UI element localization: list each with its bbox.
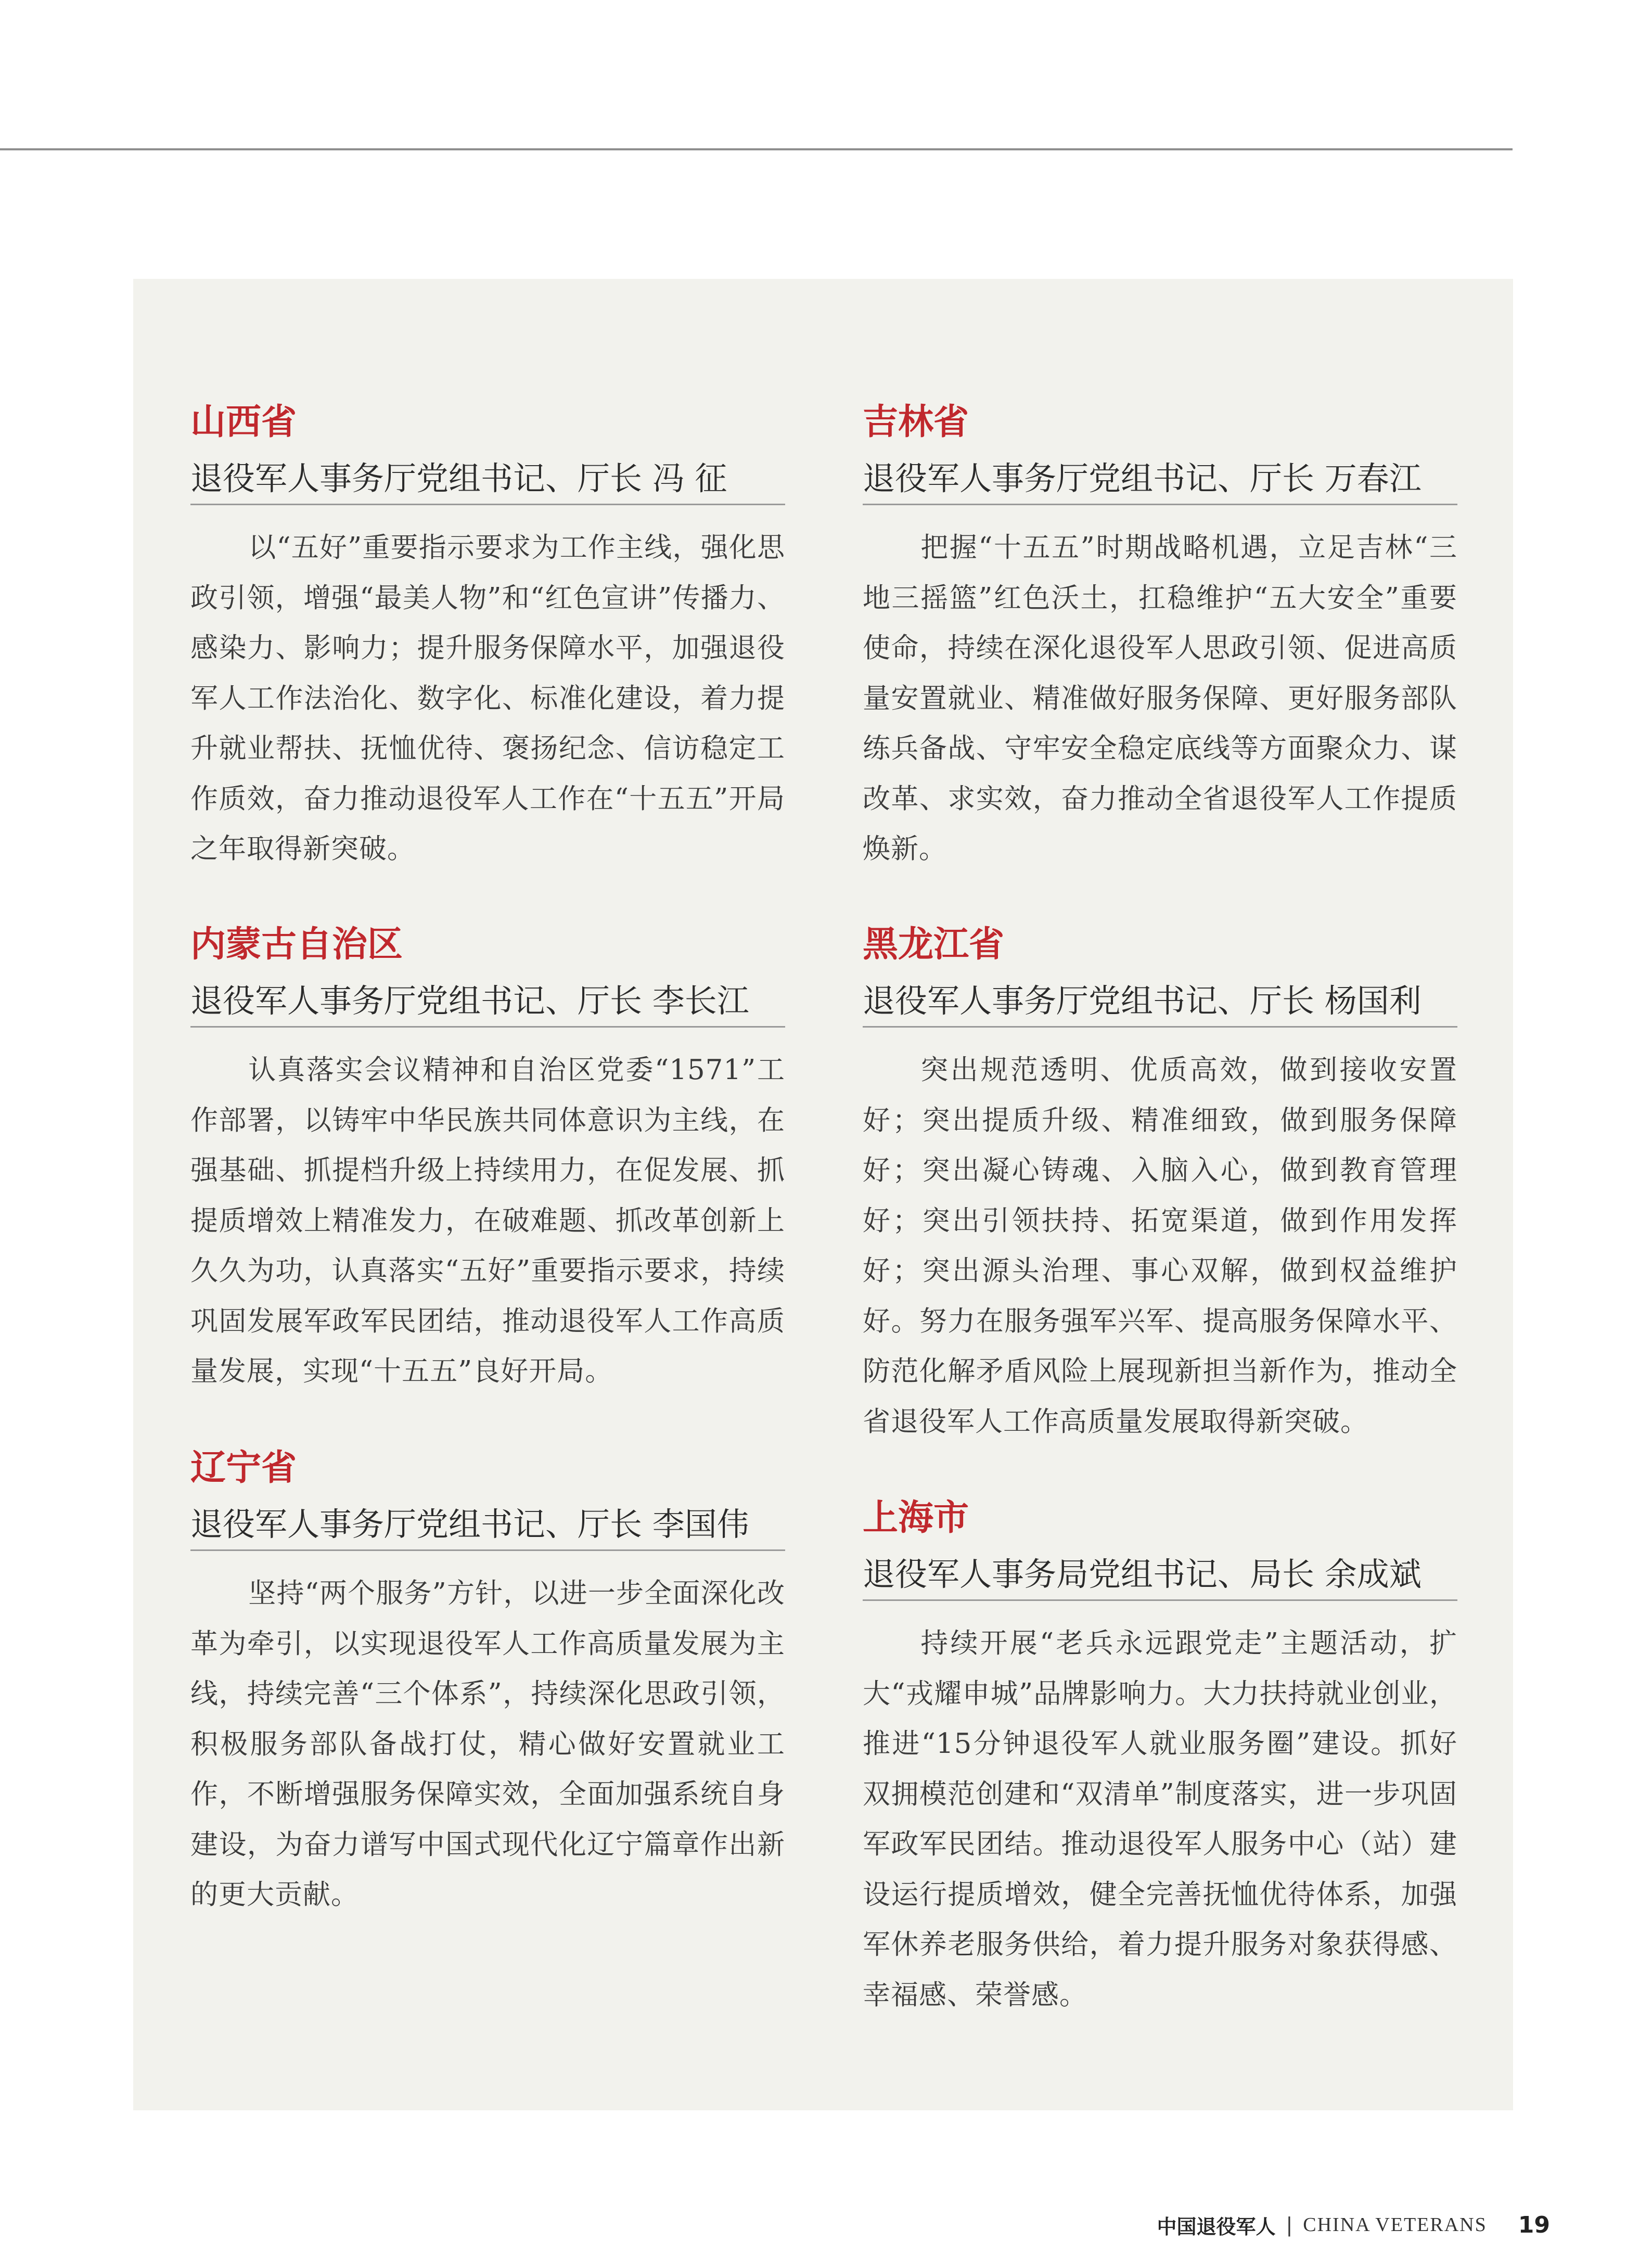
section-divider [863,1026,1457,1028]
section-jilin [863,402,1457,875]
province-title: 山西省 [190,402,297,443]
province-title: 内蒙古自治区 [190,924,403,965]
section-body: 认真落实会议精神和自治区党委“1571”工作部署，以铸牢中华民族共同体意识为主线，在强基础、抓提档升级上持续用力，在促发展、抓提质增效上精准发力，在破难题、抓改革创新上久久为功，认真落实“五好”重要指示要求，持续巩固发展军政军民团结，推动退役军人工作高质量发展，实现“十五五”良好开局。 [190,1054,785,1387]
section-heilongjiang [863,924,1457,1447]
section-divider [863,1599,1457,1601]
section-body: 突出规范透明、优质高效，做到接收安置好；突出提质升级、精准细致，做到服务保障好；突出凝心铸魂、入脑入心，做到教育管理好；突出引领扶持、拓宽渠道，做到作用发挥好；突出源头治理、事心双解，做到权益维护好。努力在服务强军兴军、提高服务保障水平、防范化解矛盾风险上展现新担当新作为，推动全省退役军人工作高质量发展取得新突破。 [863,1054,1457,1438]
province-title: 吉林省 [863,402,969,443]
section-divider [863,504,1457,505]
section-shanxi [190,402,785,875]
section-liaoning [190,1447,785,1920]
section-body: 持续开展“老兵永远跟党走”主题活动，扩大“戎耀申城”品牌影响力。大力扶持就业创业，推进“15分钟退役军人就业服务圈”建设。抓好双拥模范创建和“双清单”制度落实，进一步巩固军政军民团结。推动退役军人服务中心（站）建设运行提质增效，健全完善抚恤优待体系，加强军休养老服务供给，着力提升服务对象获得感、幸福感、荣誉感。 [863,1627,1457,2011]
section-body: 以“五好”重要指示要求为工作主线，强化思政引领，增强“最美人物”和“红色宣讲”传播力、感染力、影响力；提升服务保障水平，加强退役军人工作法治化、数字化、标准化建设，着力提升就业帮扶、抚恤优待、褒扬纪念、信访稳定工作质效，奋力推动退役军人工作在“十五五”开局之年取得新突破。 [190,532,785,865]
section-body: 坚持“两个服务”方针，以进一步全面深化改革为牵引，以实现退役军人工作高质量发展为主线，持续完善“三个体系”，持续深化思政引领，积极服务部队备战打仗，精心做好安置就业工作，不断增强服务保障实效，全面加强系统自身建设，为奋力谱写中国式现代化辽宁篇章作出新的更大贡献。 [190,1578,785,1911]
magazine-english-name: CHINA VETERANS [1303,2214,1487,2236]
official-title: 退役军人事务厅党组书记、厅长 李长江 [190,982,749,1020]
official-title: 退役军人事务厅党组书记、厅长 李国伟 [190,1505,749,1543]
section-divider [190,1549,785,1551]
section-shanghai [863,1497,1457,2020]
province-title: 上海市 [863,1497,969,1539]
section-divider [190,1026,785,1028]
magazine-name: 中国退役军人 [1157,2215,1276,2238]
province-title: 黑龙江省 [863,924,1005,965]
section-neimenggu [190,924,785,1397]
official-title: 退役军人事务厅党组书记、厅长 杨国利 [863,982,1422,1020]
official-title: 退役军人事务厅党组书记、厅长 冯 征 [190,459,727,497]
official-title: 退役军人事务厅党组书记、厅长 万春江 [863,459,1422,497]
official-title: 退役军人事务局党组书记、局长 余成斌 [863,1555,1422,1593]
province-title: 辽宁省 [190,1447,297,1489]
page-footer [1157,2207,1550,2243]
top-rule [0,148,1513,150]
section-body: 把握“十五五”时期战略机遇，立足吉林“三地三摇篮”红色沃土，扛稳维护“五大安全”重要使命，持续在深化退役军人思政引领、促进高质量安置就业、精准做好服务保障、更好服务部队练兵备战、守牢安全稳定底线等方面聚众力、谋改革、求实效，奋力推动全省退役军人工作提质焕新。 [863,532,1457,865]
page-number: 19 [1518,2211,1550,2238]
footer-separator: | [1286,2213,1293,2236]
section-divider [190,504,785,505]
